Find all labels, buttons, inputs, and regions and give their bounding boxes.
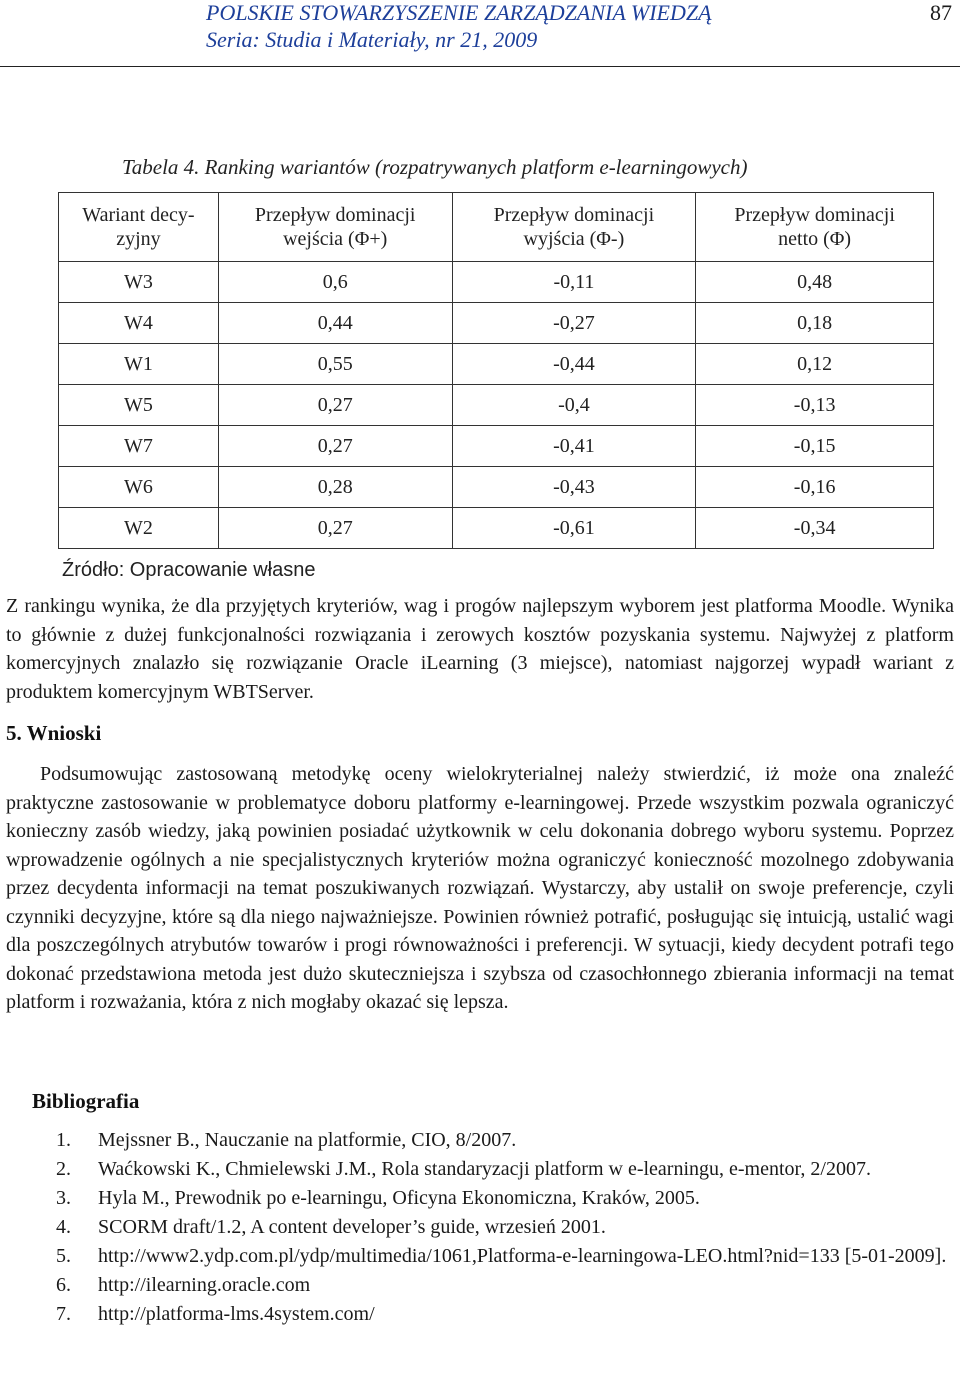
table-cell: -0,61 bbox=[452, 508, 696, 549]
table-cell: -0,4 bbox=[452, 385, 696, 426]
table-cell: W5 bbox=[59, 385, 219, 426]
table-cell: 0,27 bbox=[218, 426, 452, 467]
table-cell: 0,18 bbox=[696, 303, 934, 344]
table-cell: 0,27 bbox=[218, 385, 452, 426]
header-series: Seria: Studia i Materiały, nr 21, 2009 bbox=[206, 27, 538, 52]
table-header-row bbox=[59, 193, 934, 262]
table-cell: W1 bbox=[59, 344, 219, 385]
bibliography-item: 2. Waćkowski K., Chmielewski J.M., Rola standaryzacji platform w e-learningu, e-mentor, 2/2007. bbox=[56, 1158, 871, 1180]
table-cell: W4 bbox=[59, 303, 219, 344]
header-society-name: POLSKIE STOWARZYSZENIE ZARZĄDZANIA WIEDZĄ bbox=[206, 0, 712, 25]
table-cell: 0,6 bbox=[218, 262, 452, 303]
table-row bbox=[59, 262, 934, 303]
table-cell: -0,34 bbox=[696, 508, 934, 549]
bibliography-heading: Bibliografia bbox=[32, 1089, 140, 1113]
table-cell: 0,12 bbox=[696, 344, 934, 385]
table-cell: -0,27 bbox=[452, 303, 696, 344]
page-header bbox=[0, 0, 960, 67]
table-row bbox=[59, 344, 934, 385]
table-cell: -0,11 bbox=[452, 262, 696, 303]
bibliography-item: 1. Mejssner B., Nauczanie na platformie, CIO, 8/2007. bbox=[56, 1129, 517, 1151]
table-cell: 0,55 bbox=[218, 344, 452, 385]
section-heading-conclusions: 5. Wnioski bbox=[6, 721, 102, 745]
bibliography-item: 3. Hyla M., Prewodnik po e-learningu, Oficyna Ekonomiczna, Kraków, 2005. bbox=[56, 1187, 700, 1209]
header-netflow: Przepływ dominacji netto (Φ) bbox=[696, 193, 934, 262]
table-cell: -0,44 bbox=[452, 344, 696, 385]
table-row bbox=[59, 426, 934, 467]
table-cell: W6 bbox=[59, 467, 219, 508]
bibliography-item: 4. SCORM draft/1.2, A content developer’s guide, wrzesień 2001. bbox=[56, 1216, 606, 1238]
conclusions-paragraph: Podsumowując zastosowaną metodykę oceny wielokryterialnej należy stwierdzić, iż może ona znaleźć praktyczne zastosowanie w problematyce doboru platformy e-learningowej. Przede wszystkim pozwala ograniczyć konieczny zasób wiedzy, jaką powinien posiadać użytkownik w celu dokonania dobrego wyboru systemu. Poprzez wprowadzenie ogólnych a nie specjalistycznych kryteriów można ograniczyć konieczność mozolnego zdobywania przez decydenta informacji na temat poszukiwanych rozwiązań. Wystarczy, aby ustalił on swoje preferencje, czyli czynniki decyzyjne, które są dla niego najważniejsze. Powinien również potrafić, posługując się intuicją, ustalić wagi dla poszczególnych atrybutów towarów i progi równoważności i preferencji. W sytuacji, kiedy decydent potrafi tego dokonać przedstawiona metoda jest dużo skuteczniejsza i szybsza od czasochłonnego zbierania informacji na temat platform i rozważania, która z nich mogłaby okazać się lepsza. bbox=[6, 763, 954, 1013]
table-row bbox=[59, 508, 934, 549]
table-cell: -0,41 bbox=[452, 426, 696, 467]
ranking-summary-paragraph: Z rankingu wynika, że dla przyjętych kryteriów, wag i progów najlepszym wyborem jest platforma Moodle. Wynika to głównie z dużej funkcjonalności rozwiązania i zerowych kosztów pozyskania systemu. Najwyżej z platform komercyjnych znalazło się rozwiązanie Oracle iLearning (3 miejsce), natomiast najgorzej wypadł wariant z produktem komercyjnym WBTServer. bbox=[6, 595, 954, 703]
header-inflow: Przepływ dominacji wejścia (Φ+) bbox=[218, 193, 452, 262]
table-caption: Tabela 4. Ranking wariantów (rozpatrywanych platform e-learningowych) bbox=[122, 155, 748, 179]
table-cell: 0,28 bbox=[218, 467, 452, 508]
page-number: 87 bbox=[930, 0, 952, 25]
table-cell: 0,27 bbox=[218, 508, 452, 549]
table-cell: 0,48 bbox=[696, 262, 934, 303]
table-cell: W7 bbox=[59, 426, 219, 467]
table-cell: 0,44 bbox=[218, 303, 452, 344]
bibliography-item: 6. http://ilearning.oracle.com bbox=[56, 1274, 311, 1296]
header-outflow: Przepływ dominacji wyjścia (Φ-) bbox=[452, 193, 696, 262]
table-row bbox=[59, 385, 934, 426]
ranking-table bbox=[58, 192, 934, 549]
table-cell: W2 bbox=[59, 508, 219, 549]
table-cell: -0,15 bbox=[696, 426, 934, 467]
table-row bbox=[59, 303, 934, 344]
table-cell: -0,43 bbox=[452, 467, 696, 508]
table-row bbox=[59, 467, 934, 508]
bibliography-item: 5. http://www2.ydp.com.pl/ydp/multimedia/1061,Platforma-e-learningowa-LEO.html?nid=133 [5-01-2009]. bbox=[56, 1245, 947, 1267]
bibliography-list bbox=[48, 1126, 960, 1329]
table-source-note: Źródło: Opracowanie własne bbox=[62, 559, 316, 581]
table-cell: W3 bbox=[59, 262, 219, 303]
header-variant: Wariant decy- zyjny bbox=[59, 193, 219, 262]
bibliography-item: 7. http://platforma-lms.4system.com/ bbox=[56, 1303, 375, 1325]
table-cell: -0,16 bbox=[696, 467, 934, 508]
table-cell: -0,13 bbox=[696, 385, 934, 426]
